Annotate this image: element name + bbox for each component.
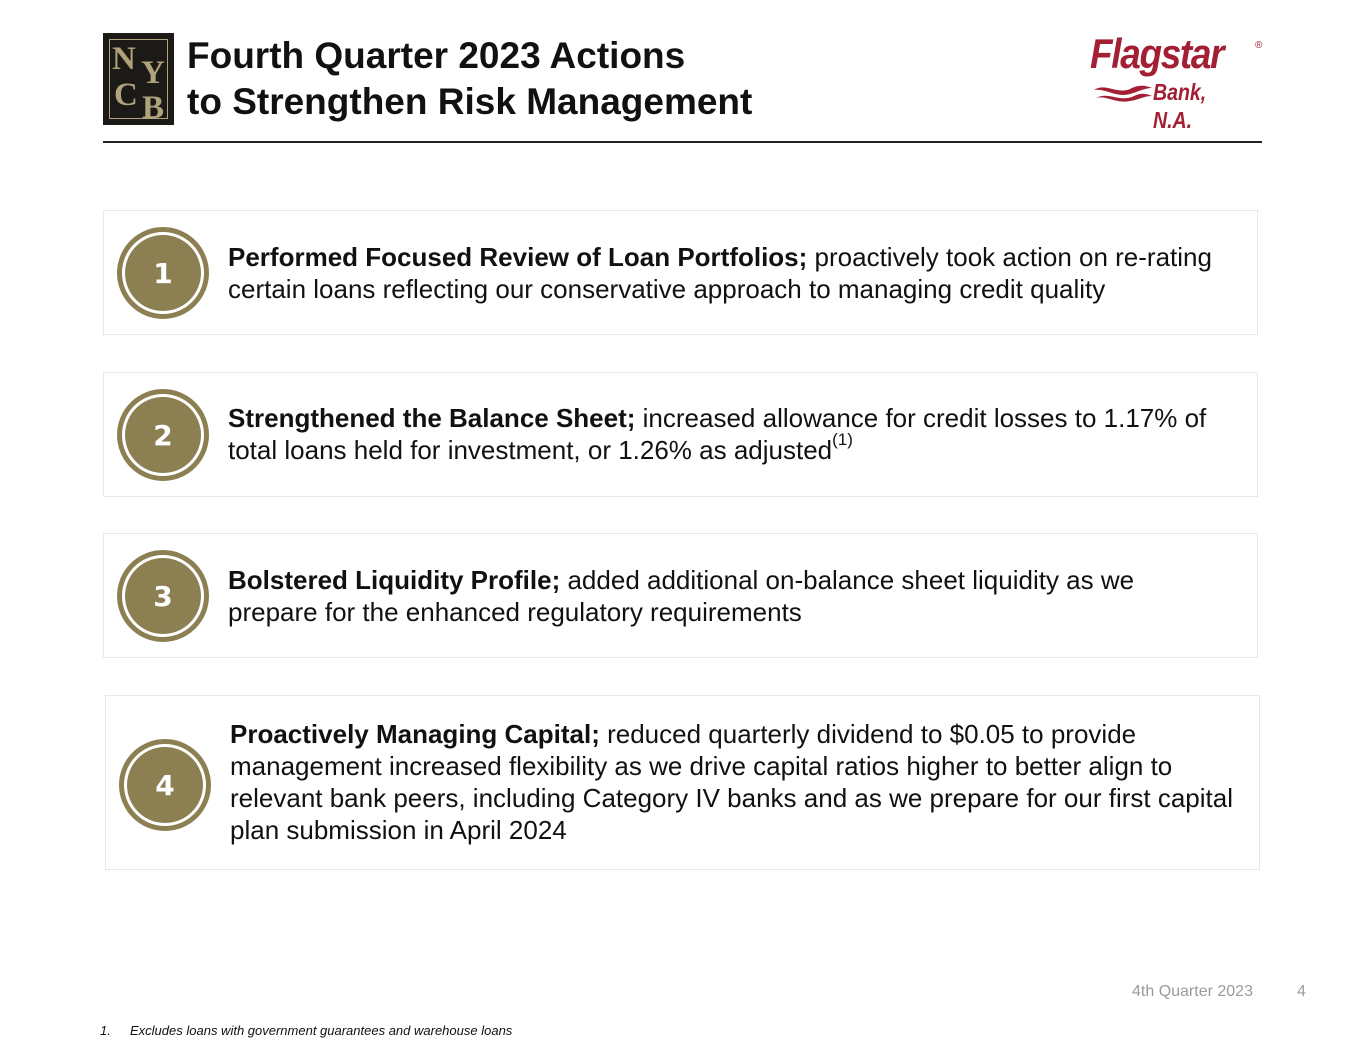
action-item-4-text	[230, 718, 1250, 846]
page-title-line-2: to Strengthen Risk Management	[187, 81, 753, 122]
number-badge-4	[119, 739, 211, 831]
page-title	[187, 33, 947, 125]
footer-period: 4th Quarter 2023	[1132, 983, 1253, 1000]
number-badge-2-label: 2	[125, 397, 201, 473]
action-item-4-description: reduced quarterly dividend to $0.05 to provide management increased flexibility as we drive capital ratios higher to better align to relevant bank peers, including Category IV banks and as we prepare for our first capital plan submission in April 2024	[230, 719, 1233, 845]
footnote-reference: (1)	[832, 430, 853, 449]
flagstar-logo-name: Flagstar	[1090, 30, 1224, 77]
nycb-logo-letter-n: N	[112, 41, 136, 77]
number-badge-4-label: 4	[127, 747, 203, 823]
flagstar-registered-mark: ®	[1255, 40, 1263, 51]
action-item-3	[103, 533, 1258, 658]
page-number: 4	[1297, 983, 1306, 1000]
nycb-logo-letter-b: B	[142, 90, 165, 126]
action-item-1-description: proactively took action on re-rating certain loans reflecting our conservative approach to managing credit quality	[228, 242, 1212, 304]
action-item-1-text	[228, 241, 1248, 305]
footnote	[100, 1023, 512, 1038]
action-item-1-heading: Performed Focused Review of Loan Portfolios;	[228, 242, 808, 272]
action-item-3-heading: Bolstered Liquidity Profile;	[228, 565, 561, 595]
action-item-1	[103, 210, 1258, 335]
action-item-3-description: added additional on-balance sheet liquidity as we prepare for the enhanced regulatory requirements	[228, 565, 1135, 627]
number-badge-3-label: 3	[125, 558, 201, 634]
action-item-2-text	[228, 402, 1248, 466]
footnote-number: 1.	[100, 1023, 111, 1038]
footnote-text: Excludes loans with government guarantees and warehouse loans	[130, 1023, 513, 1038]
action-item-2-description: increased allowance for credit losses to 1.17% of total loans held for investment, or 1.26% as adjusted	[228, 403, 1207, 465]
number-badge-1	[117, 227, 209, 319]
number-badge-3	[117, 550, 209, 642]
action-item-2-heading: Strengthened the Balance Sheet;	[228, 403, 636, 433]
flag-swoosh-icon	[1092, 82, 1154, 104]
nycb-logo-letter-y: Y	[141, 55, 165, 91]
number-badge-1-label: 1	[125, 235, 201, 311]
action-item-3-text	[228, 564, 1228, 628]
action-item-4	[105, 695, 1260, 870]
nycb-logo-letter-c: C	[114, 77, 138, 113]
number-badge-2	[117, 389, 209, 481]
action-item-4-heading: Proactively Managing Capital;	[230, 719, 600, 749]
flagstar-logo-subtitle: Bank, N.A.	[1153, 79, 1207, 133]
header-divider	[103, 141, 1262, 143]
action-item-2	[103, 372, 1258, 497]
flagstar-logo	[1090, 30, 1265, 133]
page-title-line-1: Fourth Quarter 2023 Actions	[187, 35, 686, 76]
nycb-logo	[103, 33, 174, 125]
